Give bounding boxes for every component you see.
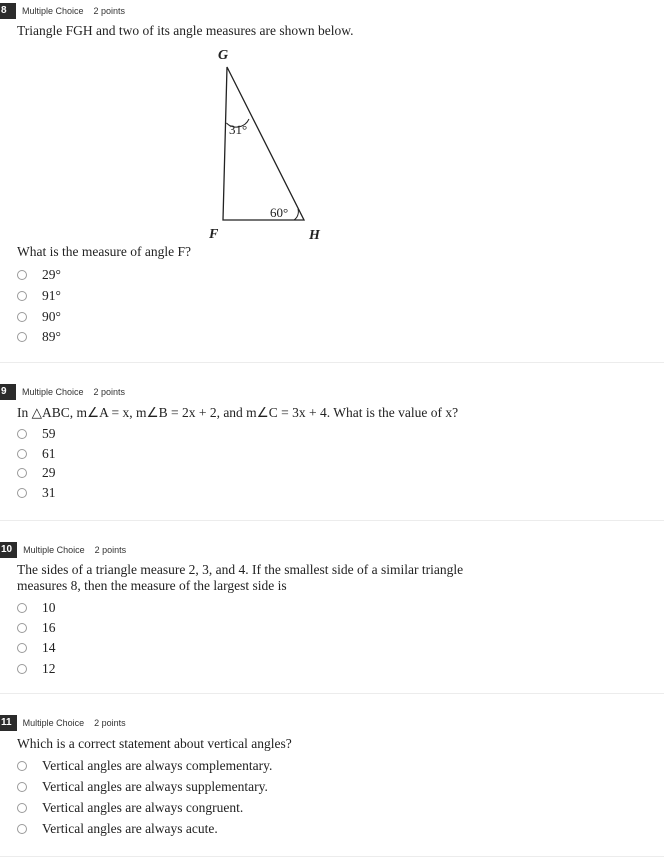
question-text-content: What is the measure of angle F? [17,244,191,259]
question-prompt: Triangle FGH and two of its angle measures are shown below. [17,23,354,38]
question-divider [0,520,664,521]
question-10 [0,542,664,682]
choice-label: Vertical angles are always congruent. [42,799,244,815]
choice-label: 61 [42,445,56,461]
triangle-figure [0,3,664,248]
question-number: 10 [0,542,17,558]
question-number: 8 [0,3,16,19]
question-number: 9 [0,384,16,400]
question-type: Multiple Choice [23,545,85,555]
radio-button[interactable] [17,449,27,459]
question-points: 2 points [93,6,126,16]
choice-option[interactable] [17,819,272,840]
answer-choices [17,265,61,348]
question-number: 11 [0,715,17,731]
answer-choices [17,755,272,840]
vertex-h-label: H [309,228,320,243]
radio-button[interactable] [17,468,27,478]
choice-label: 31 [42,484,56,500]
question-divider [0,693,664,694]
radio-button[interactable] [17,291,27,301]
radio-button[interactable] [17,603,27,613]
question-divider [0,362,664,363]
question-prompt: In △ABC, m∠A = x, m∠B = 2x + 2, and m∠C = 3x + 4. What is the value of x? [17,405,459,420]
question-header [0,384,125,400]
question-text [17,244,191,260]
vertex-g-label: G [218,48,229,63]
vertex-f-label: F [209,227,219,242]
choice-label: 16 [42,620,56,636]
question-points: 2 points [93,387,126,397]
question-prompt-line-2: measures 8, then the measure of the largest side is [17,578,287,593]
choice-option[interactable] [17,598,56,618]
question-prompt: Which is a correct statement about vertical angles? [17,736,292,751]
question-header [0,542,126,558]
question-9 [0,384,664,509]
question-type: Multiple Choice [22,718,85,728]
radio-button[interactable] [17,782,27,792]
question-type: Multiple Choice [22,387,84,397]
choice-label: Vertical angles are always acute. [42,821,218,837]
question-type: Multiple Choice [22,6,84,16]
answer-choices [17,598,56,679]
choice-label: 10 [42,600,56,616]
choice-label: 14 [42,640,56,656]
question-points: 2 points [94,718,126,728]
choice-option[interactable] [17,776,272,797]
choice-option[interactable] [17,444,56,464]
radio-button[interactable] [17,761,27,771]
radio-button[interactable] [17,332,27,342]
choice-label: 12 [42,660,56,676]
radio-button[interactable] [17,488,27,498]
radio-button[interactable] [17,643,27,653]
question-8 [0,3,664,358]
choice-label: Vertical angles are always supplementary. [42,778,268,794]
choice-option[interactable] [17,327,61,348]
choice-label: 29° [42,267,61,283]
choice-option[interactable] [17,797,272,818]
angle-g-label: 31° [229,122,248,137]
choice-label: 59 [42,425,56,441]
choice-label: 29 [42,465,56,481]
radio-button[interactable] [17,270,27,280]
choice-option[interactable] [17,618,56,638]
question-divider [0,856,664,857]
choice-option[interactable] [17,659,56,679]
choice-label: 91° [42,288,61,304]
question-points: 2 points [94,545,127,555]
radio-button[interactable] [17,824,27,834]
radio-button[interactable] [17,429,27,439]
choice-option[interactable] [17,463,56,483]
choice-label: 89° [42,329,61,345]
choice-option[interactable] [17,638,56,658]
triangle-fgh [223,67,304,220]
choice-option[interactable] [17,286,61,307]
question-11 [0,715,664,845]
choice-option[interactable] [17,483,56,503]
radio-button[interactable] [17,664,27,674]
answer-choices [17,424,56,503]
radio-button[interactable] [17,803,27,813]
choice-label: Vertical angles are always complementary. [42,757,273,773]
question-prompt-line-1: The sides of a triangle measure 2, 3, and 4. If the smallest side of a similar triangle [17,562,464,577]
choice-option[interactable] [17,265,61,286]
radio-button[interactable] [17,312,27,322]
choice-option[interactable] [17,755,272,776]
choice-option[interactable] [17,306,61,327]
choice-option[interactable] [17,424,56,444]
radio-button[interactable] [17,623,27,633]
angle-h-arc [294,209,298,220]
choice-label: 90° [42,308,61,324]
angle-h-label: 60° [270,205,289,220]
question-header [0,715,126,731]
